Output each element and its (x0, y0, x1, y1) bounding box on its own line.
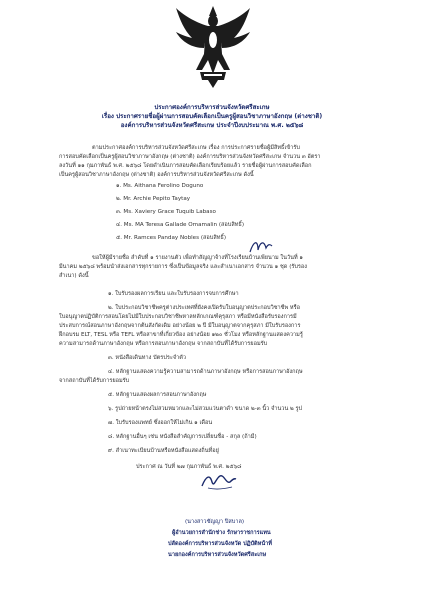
candidate-item: ๕. Mr. Ramces Panday Nobles (สอบสิทธิ์) (116, 235, 227, 241)
intro-line: ลงวันที่ ๑๑ กุมภาพันธ์ พ.ศ. ๒๕๖๘ โดยดำเนินการสอบคัดเลือกเรียบร้อยแล้ว รายชื่อผู้ผ่านการสอบคัดเลือก (59, 163, 312, 169)
document-item: ๙. สำเนาทะเบียนบ้านหรือหนังสือแสดงถิ่นที่อยู่ (108, 448, 219, 454)
document-item-cont: ใบอนุญาตปฏิบัติการสอนโดยไม่มีใบประกอบวิชาชีพหาลหลักเกณฑ์คุรุสภา หรือมีหนังสือรับรองการมี (59, 314, 297, 320)
candidate-item: ๓. Ms. Xaviery Grace Tuquib Labaso (116, 209, 216, 215)
document-item: ๓. หนังสือเดินทาง บัตรประจำตัว (108, 355, 187, 361)
signatory-title: ปลัดองค์การบริหารส่วนจังหวัด ปฏิบัติหน้าที่ (168, 541, 272, 547)
garuda-emblem (174, 4, 252, 90)
intro-line: ตามประกาศองค์การบริหารส่วนจังหวัดศรีสะเกษ เรื่อง การประกาศรายชื่อผู้มีสิทธิ์เข้ารับ (92, 145, 300, 151)
document-item: ๔. หลักฐานแสดงความรู้ความสามารถด้านภาษาอังกฤษ หรือการสอบภาษาอังกฤษ (108, 369, 303, 375)
candidate-item: ๔. Ms. MA Teresa Gallade Omamalin (สอบสิทธิ์) (116, 222, 245, 228)
signature (198, 470, 238, 492)
document-item-cont: ฝึกอบรม ELT, TESL หรือ TEFL หรือสาขาที่เกี่ยวข้อง อย่างน้อย ๑๒๐ ชั่วโมง หรือหลักฐานแสดงความรู้ (59, 332, 303, 338)
announcement-org-year: องค์การบริหารส่วนจังหวัดศรีสะเกษ ประจำปีงบประมาณ พ.ศ. ๒๕๖๘ (120, 122, 304, 129)
document-item: ๘. หลักฐานอื่นๆ เช่น หนังสือสำคัญการเปลี่ยนชื่อ - สกุล (ถ้ามี) (108, 434, 257, 440)
document-item: ๖. รูปถ่ายหน้าตรงไม่สวมหมวกและไม่สวมแว่นตาดำ ขนาด ๒-๓ นิ้ว จำนวน ๒ รูป (108, 406, 303, 412)
announced-date: ประกาศ ณ วันที่ ๒๗ กุมภาพันธ์ พ.ศ. ๒๕๖๘ (136, 464, 242, 470)
document-item: ๑. ใบรับรองผลการเรียน และใบรับรองการจบการศึกษา (108, 291, 239, 297)
document-item-cont: ความสามารถด้านภาษาอังกฤษ หรือการสอบภาษาอังกฤษ จากสถาบันที่ได้รับการยอมรับ (59, 341, 268, 347)
document-item: ๒. ใบประกอบวิชาชีพครูต่างประเทศที่ยังคงเปิดรับใบอนุญาตประกอบวิชาชีพ หรือ (108, 305, 300, 311)
signatory-title: นายกองค์การบริหารส่วนจังหวัดศรีสะเกษ (168, 552, 267, 558)
candidate-item: ๑. Ms. Aithana Ferolino Doguno (116, 183, 204, 189)
document-item: ๗. ใบรับรองแพทย์ ซึ่งออกให้ไม่เกิน ๑ เดือน (108, 420, 213, 426)
intro-line: เป็นครูผู้สอนวิชาภาษาอังกฤษ (ต่างชาติ) องค์การบริหารส่วนจังหวัดศรีสะเกษ ดังนี้ (59, 172, 254, 178)
signatory-name: (นางสาวชัญญา ปิสบาล) (185, 519, 245, 525)
document-item-cont: จากสถาบันที่ได้รับการยอมรับ (59, 378, 130, 384)
document-item-cont: ประสบการณ์สอนภาษาอังกฤษจากต้นสังกัดเดิม อย่างน้อย ๒ ปี มีใบอนุญาตจากคุรุสภา มีใบรับรองการ (59, 323, 301, 329)
announcement-subject: เรื่อง ประกาศรายชื่อผู้ผ่านการสอบคัดเลือกเป็นครูผู้สอนวิชาภาษาอังกฤษ (ต่างชาติ) (101, 113, 323, 120)
signatory-title: ผู้อำนวยการสำนักช่าง รักษาราชการแทน (172, 530, 271, 536)
announcement-title: ประกาศองค์การบริหารส่วนจังหวัดศรีสะเกษ (154, 104, 270, 111)
report-line: ขอให้ผู้มีรายชื่อ ลำดับที่ ๑ รายงานตัว เพื่อทำสัญญาจ้างที่โรงเรียนบ้านเพียนาม ในวันที่ ๑ (92, 255, 303, 261)
intro-line: การสอบคัดเลือกเป็นครูผู้สอนวิชาภาษาอังกฤษ (ต่างชาติ) องค์การบริหารส่วนจังหวัดศรีสะเกษ จำนวน ๓ อัตรา (59, 154, 321, 160)
document-item: ๕. หลักฐานแสดงผลการสอบภาษาอังกฤษ (108, 392, 207, 398)
candidate-item: ๒. Mr. Archie Pepito Taytay (116, 196, 191, 202)
report-line: สำเนา) ดังนี้ (59, 273, 89, 279)
report-line: มีนาคม ๒๕๖๘ พร้อมนำส่งเอกสารทุกรายการ ซึ่งเป็นข้อมูลจริง และสำเนาเอกสาร จำนวน ๑ ชุด (รับรอง (59, 264, 308, 270)
